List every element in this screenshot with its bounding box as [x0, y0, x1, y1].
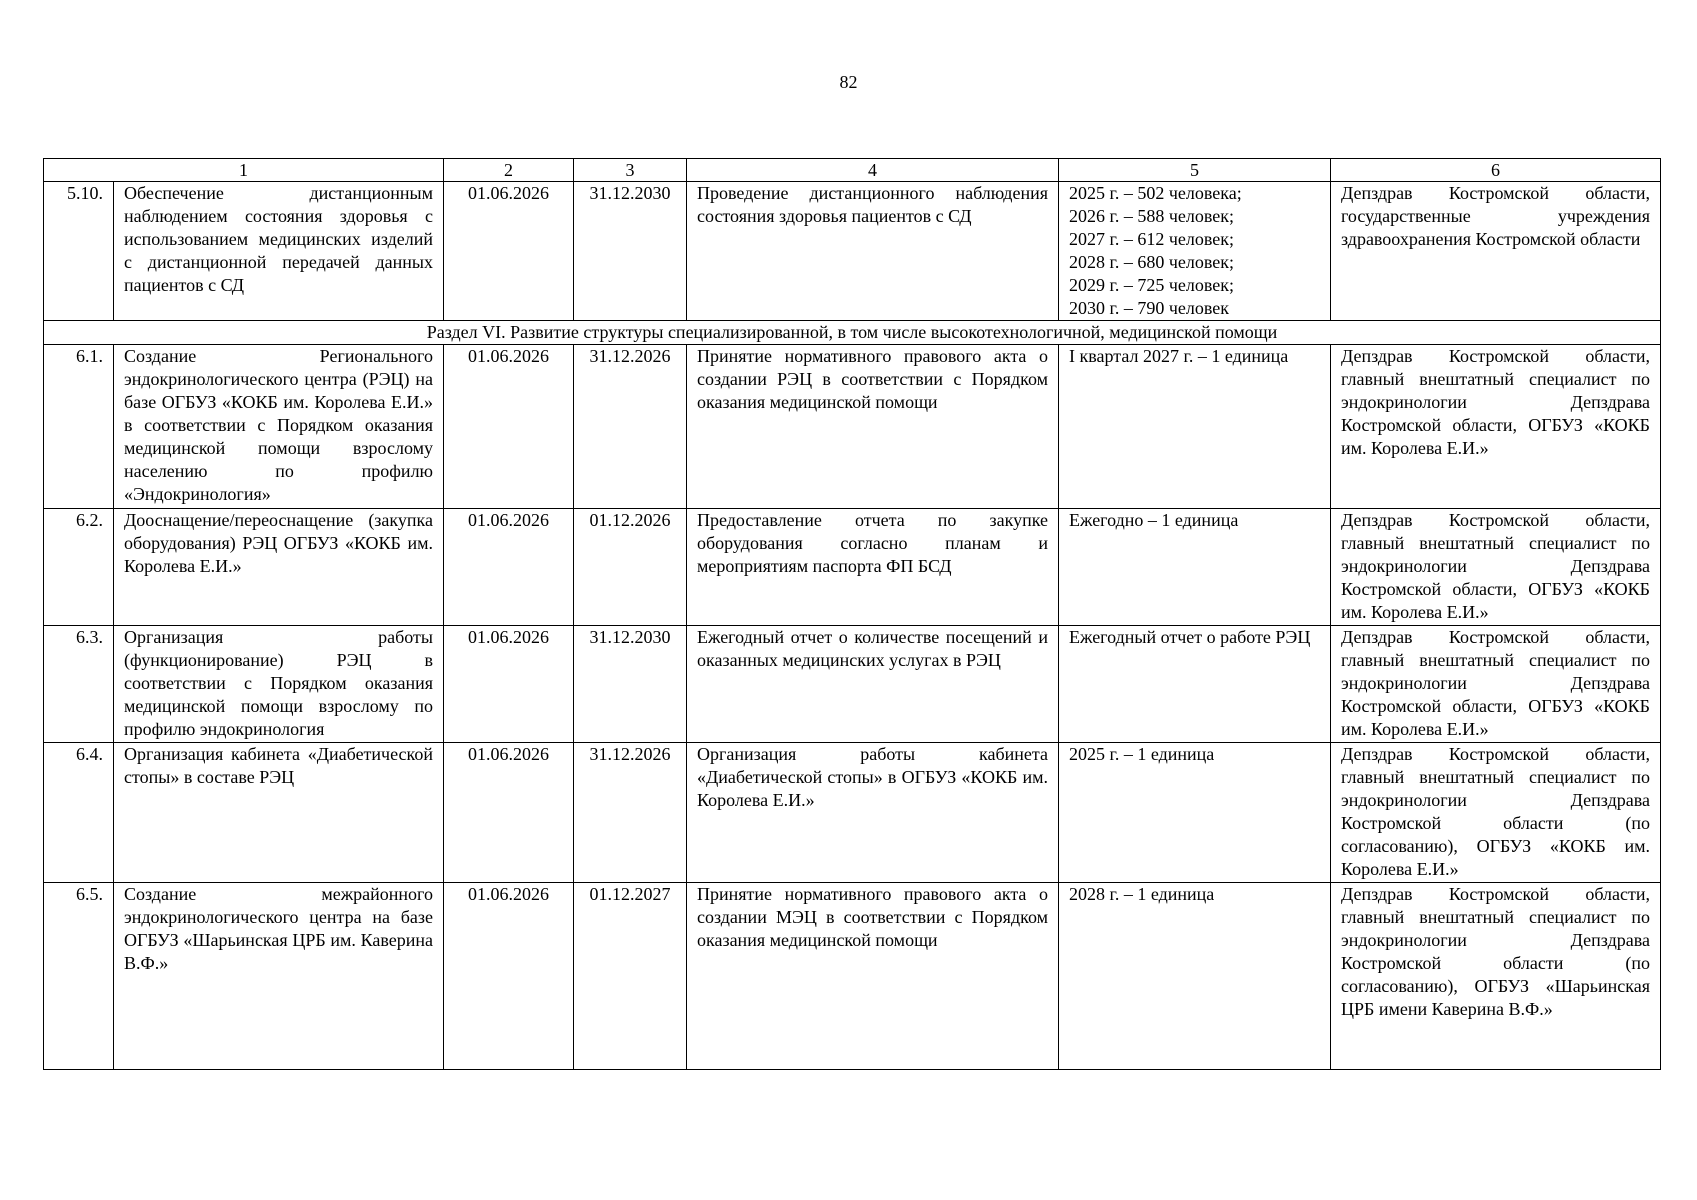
section-row [44, 321, 1661, 345]
responsible: Депздрав Костромской области, государственные учреждения здравоохранения Костромской области [1331, 182, 1661, 321]
row-number: 6.5. [44, 883, 114, 1070]
section-title: Раздел VI. Развитие структуры специализированной, в том числе высокотехнологичной, медицинской помощи [44, 321, 1661, 345]
indicator-line: 2029 г. – 725 человек; [1069, 275, 1235, 295]
table-row [44, 883, 1661, 1070]
end-date: 01.12.2027 [574, 883, 687, 1070]
table-row [44, 182, 1661, 321]
measure-name: Создание межрайонного эндокринологического центра на базе ОГБУЗ «Шарьинская ЦРБ им. Каверина В.Ф.» [114, 883, 444, 1070]
table-row [44, 509, 1661, 626]
start-date: 01.06.2026 [444, 345, 574, 509]
indicator: 2025 г. – 1 единица [1059, 743, 1331, 883]
row-number: 6.1. [44, 345, 114, 509]
responsible: Депздрав Костромской области, главный внештатный специалист по эндокринологии Депздрава Костромской области, ОГБУЗ «КОКБ им. Королева Е.И.» [1331, 626, 1661, 743]
header-col-1: 1 [44, 159, 444, 182]
row-number: 6.4. [44, 743, 114, 883]
end-date: 31.12.2030 [574, 626, 687, 743]
start-date: 01.06.2026 [444, 509, 574, 626]
header-col-6: 6 [1331, 159, 1661, 182]
responsible: Депздрав Костромской области, главный внештатный специалист по эндокринологии Депздрава Костромской области (по согласованию), ОГБУЗ «КОКБ им. Королева Е.И.» [1331, 743, 1661, 883]
end-date: 31.12.2026 [574, 743, 687, 883]
expected-result: Организация работы кабинета «Диабетической стопы» в ОГБУЗ «КОКБ им. Королева Е.И.» [687, 743, 1059, 883]
expected-result: Проведение дистанционного наблюдения состояния здоровья пациентов с СД [687, 182, 1059, 321]
row-number: 6.2. [44, 509, 114, 626]
table-row [44, 345, 1661, 509]
row-number: 5.10. [44, 182, 114, 321]
expected-result: Принятие нормативного правового акта о создании РЭЦ в соответствии с Порядком оказания медицинской помощи [687, 345, 1059, 509]
expected-result: Принятие нормативного правового акта о создании МЭЦ в соответствии с Порядком оказания медицинской помощи [687, 883, 1059, 1070]
measure-name: Обеспечение дистанционным наблюдением состояния здоровья с использованием медицинских изделий с дистанционной передачей данных пациентов с СД [114, 182, 444, 321]
header-col-4: 4 [687, 159, 1059, 182]
measure-name: Организация работы (функционирование) РЭЦ в соответствии с Порядком оказания медицинской помощи взрослому по профилю эндокринология [114, 626, 444, 743]
start-date: 01.06.2026 [444, 883, 574, 1070]
responsible: Депздрав Костромской области, главный внештатный специалист по эндокринологии Депздрава Костромской области, ОГБУЗ «КОКБ им. Королева Е.И.» [1331, 345, 1661, 509]
indicator-line: 2030 г. – 790 человек [1069, 298, 1230, 318]
indicator: I квартал 2027 г. – 1 единица [1059, 345, 1331, 509]
start-date: 01.06.2026 [444, 626, 574, 743]
indicator-line: 2028 г. – 680 человек; [1069, 252, 1235, 272]
start-date: 01.06.2026 [444, 182, 574, 321]
indicator: 2028 г. – 1 единица [1059, 883, 1331, 1070]
measure-name: Создание Регионального эндокринологического центра (РЭЦ) на базе ОГБУЗ «КОКБ им. Королева Е.И.» в соответствии с Порядком оказания медицинской помощи взрослому населению по профилю «Эндокринология» [114, 345, 444, 509]
header-col-2: 2 [444, 159, 574, 182]
header-row [44, 159, 1661, 182]
header-col-5: 5 [1059, 159, 1331, 182]
indicator: Ежегодно – 1 единица [1059, 509, 1331, 626]
start-date: 01.06.2026 [444, 743, 574, 883]
table-row [44, 626, 1661, 743]
measure-name: Дооснащение/переоснащение (закупка оборудования) РЭЦ ОГБУЗ «КОКБ им. Королева Е.И.» [114, 509, 444, 626]
page-number: 82 [839, 72, 858, 92]
table-row [44, 743, 1661, 883]
indicator: Ежегодный отчет о работе РЭЦ [1059, 626, 1331, 743]
indicator-line: 2025 г. – 502 человека; [1069, 183, 1242, 203]
header-col-3: 3 [574, 159, 687, 182]
row-number: 6.3. [44, 626, 114, 743]
indicator-line: 2027 г. – 612 человек; [1069, 229, 1235, 249]
responsible: Депздрав Костромской области, главный внештатный специалист по эндокринологии Депздрава Костромской области (по согласованию), ОГБУЗ «Шарьинская ЦРБ имени Каверина В.Ф.» [1331, 883, 1661, 1070]
indicator [1059, 182, 1331, 321]
responsible: Депздрав Костромской области, главный внештатный специалист по эндокринологии Депздрава Костромской области, ОГБУЗ «КОКБ им. Королева Е.И.» [1331, 509, 1661, 626]
end-date: 31.12.2030 [574, 182, 687, 321]
end-date: 01.12.2026 [574, 509, 687, 626]
expected-result: Предоставление отчета по закупке оборудования согласно планам и мероприятиям паспорта ФП БСД [687, 509, 1059, 626]
measure-name: Организация кабинета «Диабетической стопы» в составе РЭЦ [114, 743, 444, 883]
indicator-line: 2026 г. – 588 человек; [1069, 206, 1235, 226]
expected-result: Ежегодный отчет о количестве посещений и оказанных медицинских услугах в РЭЦ [687, 626, 1059, 743]
end-date: 31.12.2026 [574, 345, 687, 509]
measures-table [43, 158, 1661, 1070]
